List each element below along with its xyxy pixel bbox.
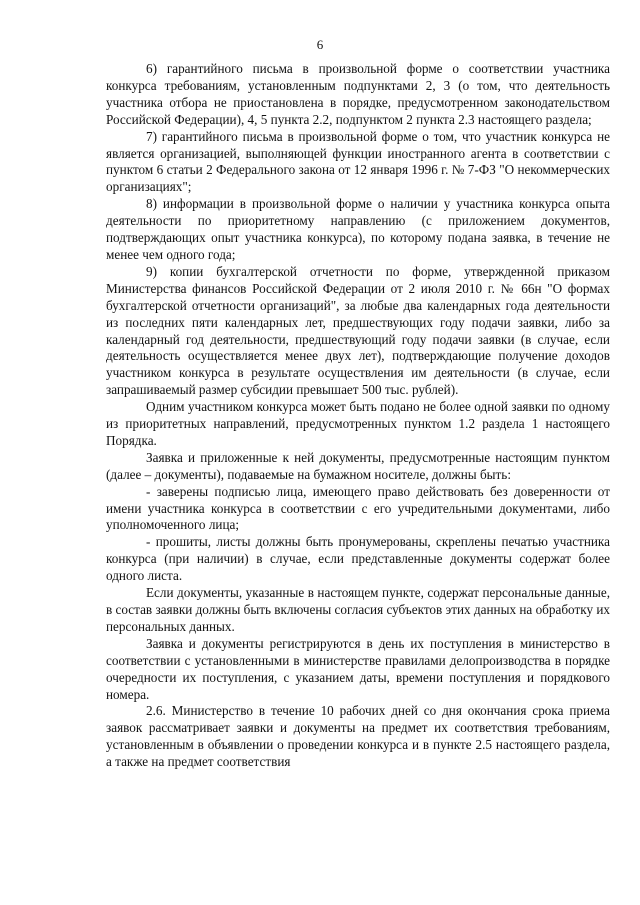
paragraph-application-docs: Заявка и приложенные к ней документы, предусмотренные настоящим пунктом (далее – документы), подаваемые на бумажном носителе, должны быть:: [106, 449, 610, 482]
paragraph-2-6: 2.6. Министерство в течение 10 рабочих дней со дня окончания срока приема заявок рассматривает заявки и документы на предмет их соответствия требованиям, установленным в объявлении о проведении конкурса и в пункте 2.5 настоящего раздела, а также на предмет соответствия: [106, 703, 610, 770]
paragraph-dash-stitched: - прошиты, листы должны быть пронумерованы, скреплены печатью участника конкурса (при наличии) в случае, если представленные документы содержат более одного листа.: [106, 534, 610, 584]
paragraph-personal-data: Если документы, указанные в настоящем пункте, содержат персональные данные, в состав заявки должны быть включены согласия субъектов этих данных на обработку их персональных данных.: [106, 585, 610, 634]
document-body: [106, 61, 610, 771]
paragraph-item-7: 7) гарантийного письма в произвольной форме о том, что участник конкурса не является организацией, выполняющей функции иностранного агента в соответствии с пунктом 6 статьи 2 Федерального закона от 12 января 1996 г. № 7-ФЗ "О некоммерческих организациях";: [106, 128, 610, 195]
paragraph-registration: Заявка и документы регистрируются в день их поступления в министерство в соответствии с установленными в министерстве правилами делопроизводства в порядке очередности их поступления, с указанием даты, времени поступления и порядкового номера.: [106, 635, 610, 702]
paragraph-dash-signed: - заверены подписью лица, имеющего право действовать без доверенности от имени участника конкурса в соответствии с его учредительными документами, либо уполномоченного лица;: [106, 483, 610, 533]
paragraph-one-application: Одним участником конкурса может быть подано не более одной заявки по одному из приоритетных направлений, предусмотренных пунктом 1.2 раздела 1 настоящего Порядка.: [106, 399, 610, 448]
paragraph-item-8: 8) информации в произвольной форме о наличии у участника конкурса опыта деятельности по приоритетному направлению (с приложением документов, подтверждающих опыт участника конкурса), по которому подана заявка, в течение не менее чем одного года;: [106, 196, 610, 262]
paragraph-item-6: 6) гарантийного письма в произвольной форме о соответствии участника конкурса требованиям, установленным подпунктами 2, 3 (о том, что деятельность участника отбора не приостановлена в порядке, предусмотренном законодательством Российской Федерации), 4, 5 пункта 2.2, подпунктом 2 пункта 2.3 настоящего раздела;: [106, 61, 610, 127]
page-number: 6: [316, 37, 324, 52]
paragraph-item-9: 9) копии бухгалтерской отчетности по форме, утвержденной приказом Министерства финансов Российской Федерации от 2 июля 2010 г. № 66н "О формах бухгалтерской отчетности организаций", за любые два календарных года деятельности из последних пяти календарных лет, предшествующих году подачи заявки, либо за календарный год деятельности, предшествующий году подачи заявки (в случае, если деятельность осуществляется менее двух лет), подтверждающие получение доходов участником конкурса в результате осуществления им деятельности (в случае, если запрашиваемый размер субсидии превышает 500 тыс. рублей).: [106, 263, 610, 398]
